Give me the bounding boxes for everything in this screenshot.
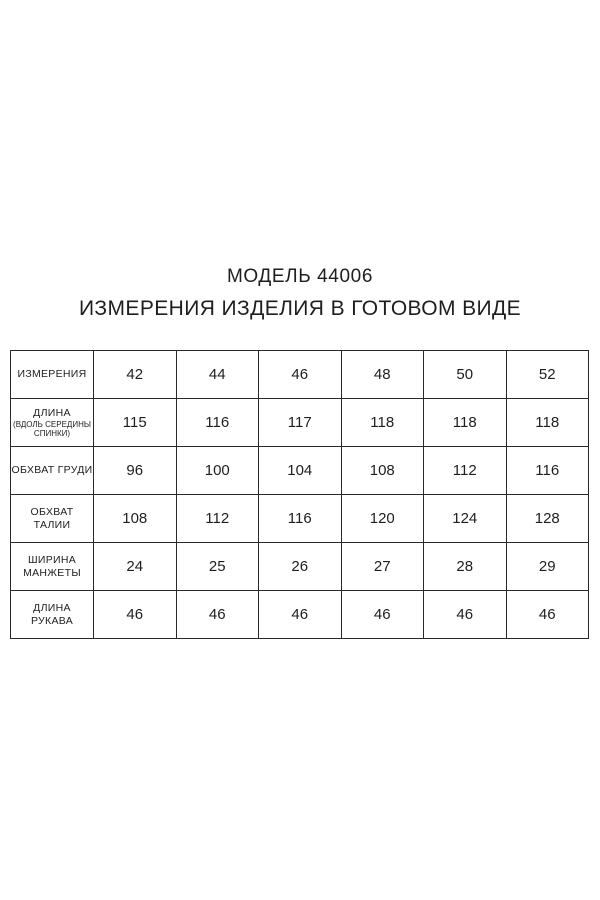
table-cell: 46	[259, 591, 342, 639]
header-label: ИЗМЕРЕНИЯ	[11, 351, 94, 399]
size-header: 44	[176, 351, 259, 399]
table-cell: 117	[259, 399, 342, 447]
table-cell: 26	[259, 543, 342, 591]
row-label: ШИРИНА МАНЖЕТЫ	[11, 543, 94, 591]
size-header: 42	[94, 351, 177, 399]
page-heading: ИЗМЕРЕНИЯ ИЗДЕЛИЯ В ГОТОВОМ ВИДЕ	[78, 297, 522, 320]
table-cell: 46	[341, 591, 424, 639]
table-cell: 46	[94, 591, 177, 639]
table-cell: 116	[176, 399, 259, 447]
table-cell: 112	[176, 495, 259, 543]
table-row-length	[11, 399, 589, 447]
row-label	[11, 399, 94, 447]
table-cell: 108	[341, 447, 424, 495]
table-cell: 96	[94, 447, 177, 495]
table-row-waist	[11, 495, 589, 543]
table-cell: 24	[94, 543, 177, 591]
size-chart-table	[10, 350, 589, 639]
table-cell: 124	[424, 495, 507, 543]
table-cell: 27	[341, 543, 424, 591]
table-header-row	[11, 351, 589, 399]
table-row-chest	[11, 447, 589, 495]
table-cell: 46	[424, 591, 507, 639]
table-row-cuff-width	[11, 543, 589, 591]
size-header: 50	[424, 351, 507, 399]
table-cell: 118	[424, 399, 507, 447]
table-cell: 128	[506, 495, 589, 543]
row-label: ОБХВАТ ТАЛИИ	[11, 495, 94, 543]
table-cell: 118	[506, 399, 589, 447]
model-title: МОДЕЛЬ 44006	[227, 266, 373, 287]
table-cell: 46	[176, 591, 259, 639]
table-cell: 46	[506, 591, 589, 639]
table-cell: 116	[506, 447, 589, 495]
table-cell: 104	[259, 447, 342, 495]
table-cell: 120	[341, 495, 424, 543]
row-label-note: (ВДОЛЬ СЕРЕДИНЫ СПИНКИ)	[13, 420, 91, 438]
table-cell: 112	[424, 447, 507, 495]
size-header: 48	[341, 351, 424, 399]
table-cell: 116	[259, 495, 342, 543]
table-cell: 118	[341, 399, 424, 447]
row-label: ДЛИНА РУКАВА	[11, 591, 94, 639]
size-header: 52	[506, 351, 589, 399]
row-label: ОБХВАТ ГРУДИ	[11, 447, 94, 495]
size-header: 46	[259, 351, 342, 399]
table-row-sleeve-length	[11, 591, 589, 639]
table-cell: 28	[424, 543, 507, 591]
table-cell: 29	[506, 543, 589, 591]
table-cell: 115	[94, 399, 177, 447]
table-cell: 108	[94, 495, 177, 543]
row-label-text: ДЛИНА	[33, 407, 71, 419]
table-cell: 100	[176, 447, 259, 495]
table-cell: 25	[176, 543, 259, 591]
